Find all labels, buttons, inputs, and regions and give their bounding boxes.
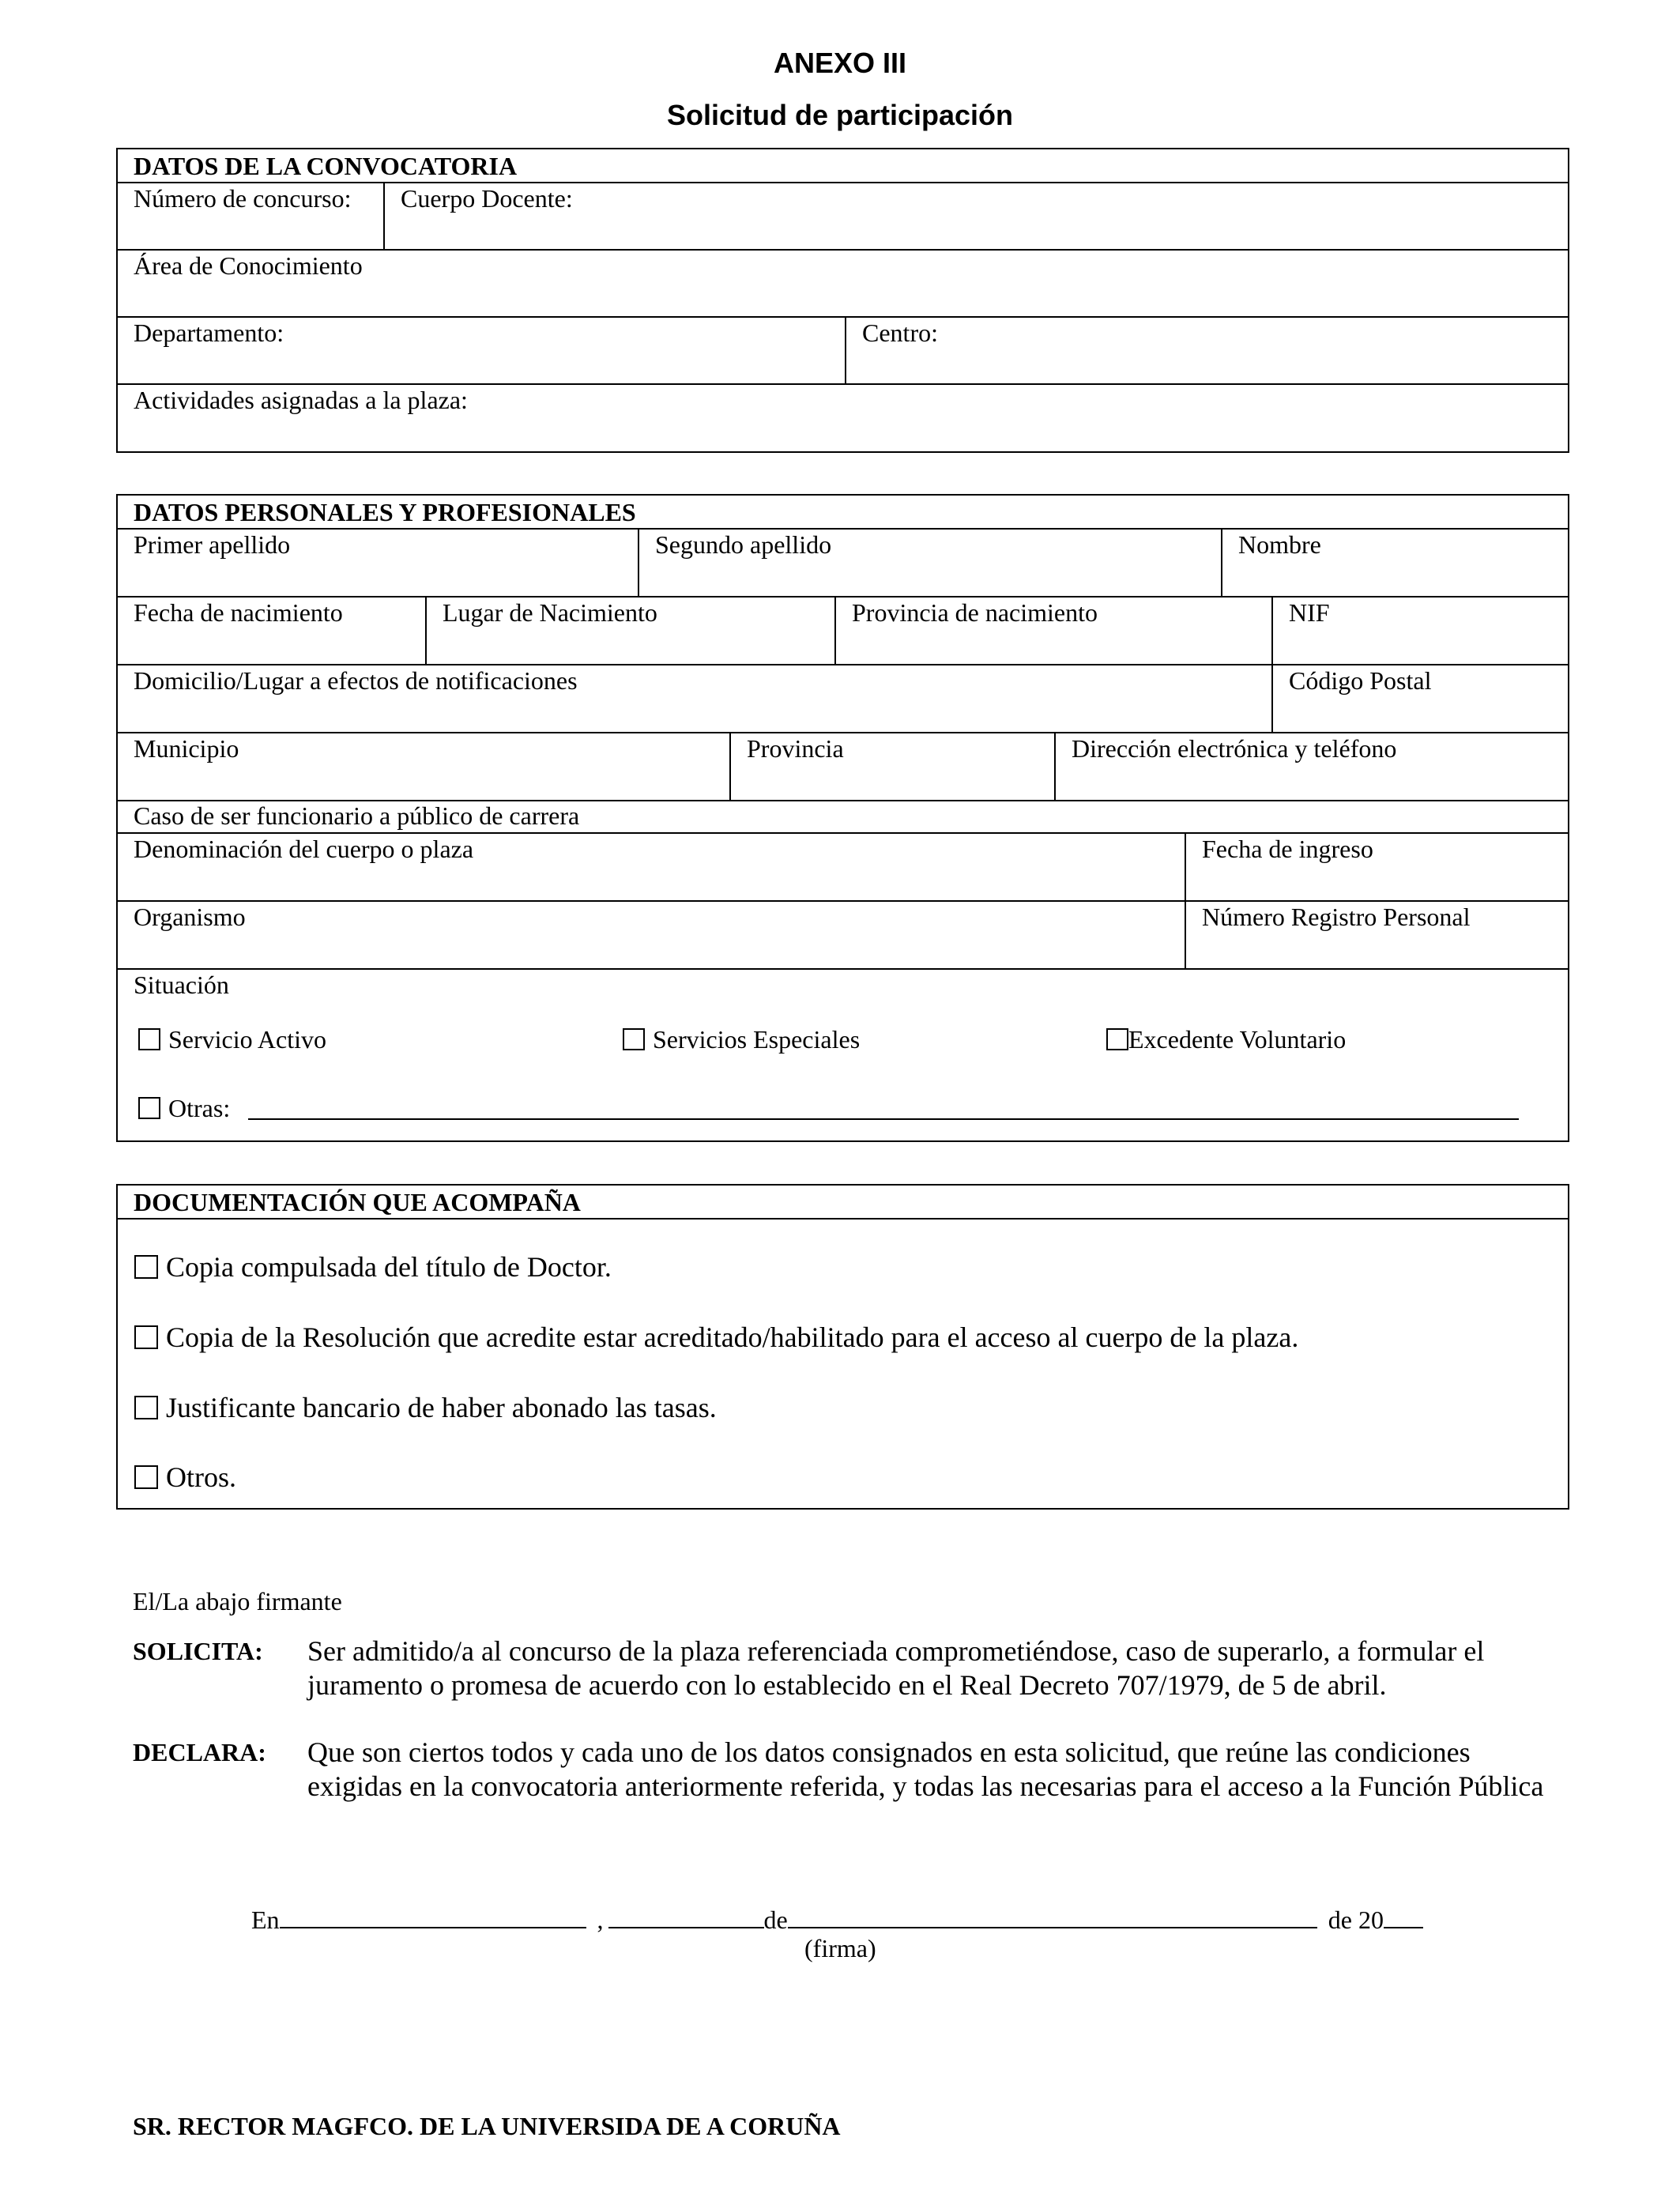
funcionario-title: Caso de ser funcionario a público de carrera (118, 800, 1568, 834)
actividades-field[interactable] (118, 383, 1568, 451)
declara-text: Que son ciertos todos y cada uno de los datos consignados en esta solicitud, que reúne las condiciones exigidas en la convocatoria anteriormente referida, y todas las necesarias para el acceso a la Función Pública (307, 1736, 1544, 1802)
convocatoria-row-2 (118, 249, 1568, 318)
numero-concurso-field[interactable] (118, 182, 383, 249)
codigo-postal-label: Código Postal (1289, 666, 1432, 695)
domicilio-field[interactable] (118, 664, 1271, 732)
doc-item-titulo[interactable] (134, 1250, 612, 1284)
departamento-label: Departamento: (134, 319, 284, 347)
doc-item-resolucion[interactable] (134, 1320, 1298, 1355)
documentacion-title: DOCUMENTACIÓN QUE ACOMPAÑA (118, 1186, 1568, 1220)
excedente-voluntario-option[interactable] (1106, 1024, 1346, 1054)
servicio-activo-option[interactable] (138, 1024, 326, 1054)
firma-comma: , (597, 1906, 604, 1934)
convocatoria-title: DATOS DE LA CONVOCATORIA (118, 149, 1568, 183)
convocatoria-row-3 (118, 316, 1568, 385)
firma-label: (firma) (804, 1934, 876, 1962)
personales-title: DATOS PERSONALES Y PROFESIONALES (118, 496, 1568, 530)
firma-anio-line[interactable] (1384, 1903, 1423, 1928)
numero-registro-field[interactable] (1185, 900, 1568, 968)
declara-label: DECLARA: (133, 1738, 266, 1766)
excedente-voluntario-checkbox[interactable] (1106, 1028, 1128, 1050)
situacion-label: Situación (134, 971, 229, 999)
organismo-field[interactable] (118, 900, 1185, 968)
servicios-especiales-label: Servicios Especiales (653, 1025, 861, 1054)
numero-registro-label: Número Registro Personal (1202, 903, 1471, 931)
primer-apellido-field[interactable] (118, 528, 638, 596)
nombre-field[interactable] (1221, 528, 1568, 596)
firma-mes-line[interactable] (788, 1903, 1317, 1928)
doc-justificante-label: Justificante bancario de haber abonado las tasas. (166, 1392, 717, 1423)
otras-line[interactable] (248, 1118, 1519, 1120)
firma-dia-line[interactable] (608, 1903, 764, 1928)
otras-checkbox[interactable] (138, 1097, 160, 1119)
municipio-field[interactable] (118, 732, 729, 800)
fecha-ingreso-label: Fecha de ingreso (1202, 835, 1373, 863)
personales-section (116, 494, 1569, 1142)
provincia-field[interactable] (729, 732, 1054, 800)
firma-en-label: En (251, 1906, 280, 1934)
centro-field[interactable] (845, 316, 1568, 383)
fecha-ingreso-field[interactable] (1185, 832, 1568, 900)
page-title: ANEXO III (773, 47, 907, 79)
segundo-apellido-field[interactable] (638, 528, 1221, 596)
centro-label: Centro: (862, 319, 938, 347)
convocatoria-row-4 (118, 383, 1568, 451)
departamento-field[interactable] (118, 316, 845, 383)
organismo-label: Organismo (134, 903, 246, 931)
doc-resolucion-checkbox[interactable] (134, 1325, 158, 1349)
excedente-voluntario-label: Excedente Voluntario (1128, 1025, 1347, 1054)
personales-row-organismo (118, 900, 1568, 970)
domicilio-label: Domicilio/Lugar a efectos de notificaciones (134, 666, 578, 695)
firma-de-label: de (763, 1906, 788, 1934)
situacion-section (118, 968, 1568, 1140)
denominacion-label: Denominación del cuerpo o plaza (134, 835, 474, 863)
area-conocimiento-field[interactable] (118, 249, 1568, 316)
otras-option[interactable] (138, 1093, 230, 1123)
servicios-especiales-option[interactable] (623, 1024, 860, 1054)
personales-row-municipio (118, 732, 1568, 801)
personales-row-nacimiento (118, 596, 1568, 665)
actividades-label: Actividades asignadas a la plaza: (134, 386, 468, 414)
primer-apellido-label: Primer apellido (134, 530, 291, 559)
nif-field[interactable] (1271, 596, 1568, 664)
numero-concurso-label: Número de concurso: (134, 184, 352, 213)
doc-otros-label: Otros. (166, 1461, 236, 1493)
solicita-label: SOLICITA: (133, 1637, 263, 1665)
cuerpo-docente-label: Cuerpo Docente: (401, 184, 573, 213)
servicios-especiales-checkbox[interactable] (623, 1028, 645, 1050)
personales-row-nombre (118, 528, 1568, 598)
doc-item-otros[interactable] (134, 1460, 236, 1495)
codigo-postal-field[interactable] (1271, 664, 1568, 732)
firma-line (251, 1903, 1423, 1935)
direccion-electronica-field[interactable] (1054, 732, 1568, 800)
provincia-nacimiento-field[interactable] (834, 596, 1271, 664)
segundo-apellido-label: Segundo apellido (655, 530, 832, 559)
direccion-electronica-label: Dirección electrónica y teléfono (1072, 734, 1397, 763)
doc-titulo-label: Copia compulsada del título de Doctor. (166, 1251, 612, 1283)
doc-resolucion-label: Copia de la Resolución que acredite estar acreditado/habilitado para el acceso al cuerpo de la plaza. (166, 1321, 1299, 1353)
denominacion-field[interactable] (118, 832, 1185, 900)
area-conocimiento-label: Área de Conocimiento (134, 251, 363, 280)
nif-label: NIF (1289, 598, 1330, 627)
fecha-nacimiento-field[interactable] (118, 596, 425, 664)
provincia-label: Provincia (747, 734, 844, 763)
firma-de20-label: de 20 (1328, 1906, 1384, 1934)
cuerpo-docente-field[interactable] (383, 182, 1568, 249)
solicita-text: Ser admitido/a al concurso de la plaza referenciada comprometiéndose, caso de superarlo, a formular el juramento o promesa de acuerdo con lo establecido en el Real Decreto 707/1979, de 5 de abril. (307, 1635, 1485, 1701)
personales-row-domicilio (118, 664, 1568, 733)
otras-label: Otras: (168, 1094, 231, 1122)
fecha-nacimiento-label: Fecha de nacimiento (134, 598, 343, 627)
lugar-nacimiento-field[interactable] (425, 596, 834, 664)
destinatario: SR. RECTOR MAGFCO. DE LA UNIVERSIDA DE A CORUÑA (133, 2112, 841, 2140)
doc-justificante-checkbox[interactable] (134, 1396, 158, 1419)
doc-otros-checkbox[interactable] (134, 1465, 158, 1489)
servicio-activo-label: Servicio Activo (168, 1025, 326, 1054)
lugar-nacimiento-label: Lugar de Nacimiento (443, 598, 657, 627)
page-subtitle: Solicitud de participación (666, 99, 1014, 131)
nombre-label: Nombre (1238, 530, 1321, 559)
doc-titulo-checkbox[interactable] (134, 1255, 158, 1279)
personales-row-denominacion (118, 832, 1568, 902)
municipio-label: Municipio (134, 734, 239, 763)
convocatoria-section (116, 148, 1569, 453)
firma-lugar-line[interactable] (280, 1903, 586, 1928)
convocatoria-row-1 (118, 182, 1568, 251)
doc-item-justificante[interactable] (134, 1390, 717, 1425)
firmante-text: El/La abajo firmante (133, 1587, 342, 1615)
provincia-nacimiento-label: Provincia de nacimiento (852, 598, 1098, 627)
servicio-activo-checkbox[interactable] (138, 1028, 160, 1050)
